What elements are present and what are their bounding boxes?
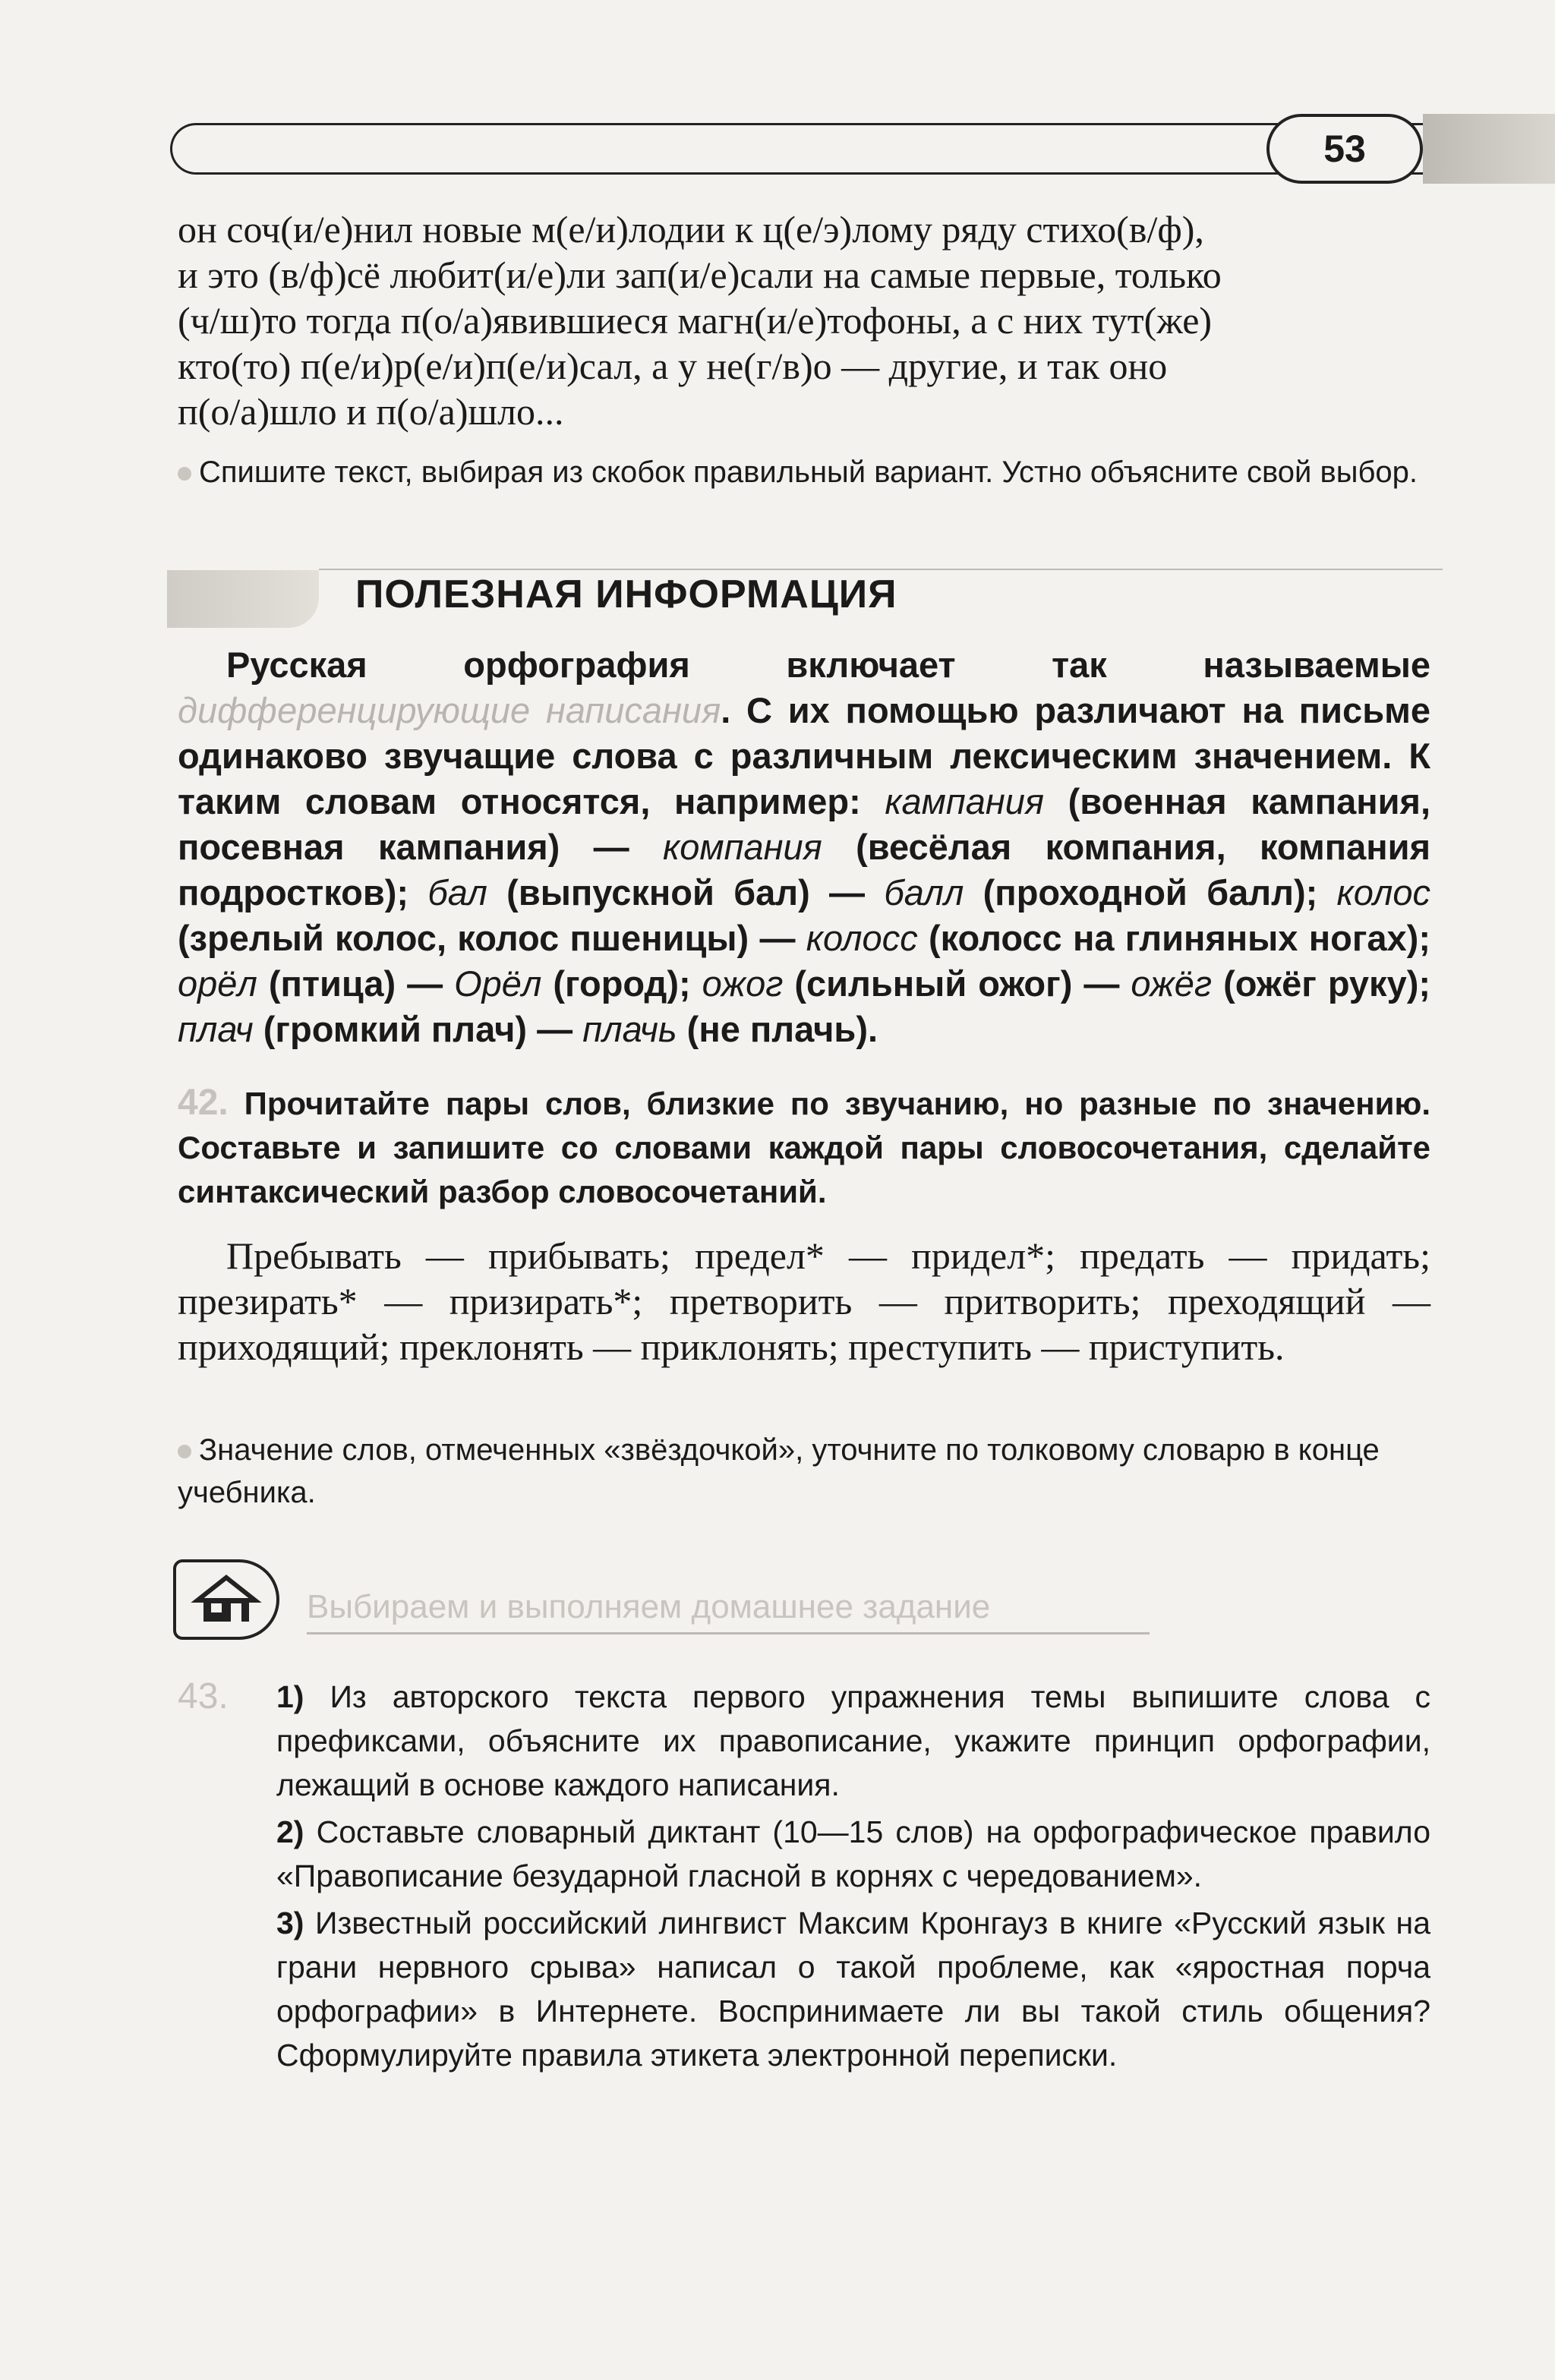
item-text: Известный российский лингвист Максим Кронгауз в книге «Русский язык на грани нервного срыва» написал о такой проблеме, как «яростная порча орфографии» в Интернете. Воспринимаете ли вы такой стиль общения? Сформулируйте правила этикета электронной переписки.: [276, 1906, 1430, 2073]
task-note-text: Спишите текст, выбирая из скобок правильный вариант. Устно объясните свой выбор.: [199, 456, 1418, 489]
exercise-43: [178, 1675, 1430, 2080]
example-gloss: (колосс на глиняных ногах);: [917, 918, 1430, 958]
example-gloss: (не плачь).: [677, 1009, 878, 1049]
exercise-42-words: [178, 1233, 1430, 1370]
header-bar: [170, 123, 1423, 175]
passage-line: (ч/ш)то тогда п(о/а)явившиеся магн(и/е)тофоны, а с них тут(же): [178, 299, 1213, 342]
example-gloss: (военная кампания, посевная кампания) —: [178, 781, 1431, 867]
info-term: дифференцирующие написания: [178, 690, 721, 730]
item-text: Из авторского текста первого упражнения темы выпишите слова с префиксами, объясните их правописание, укажите принцип орфографии, лежащий в основе каждого написания.: [276, 1679, 1430, 1802]
exercise-number: 43.: [178, 1676, 229, 1716]
task-note: [178, 451, 1430, 493]
homework-title: Выбираем и выполняем домашнее задание: [307, 1588, 991, 1625]
info-title: ПОЛЕЗНАЯ ИНФОРМАЦИЯ: [355, 572, 897, 616]
item-label: 3): [276, 1906, 304, 1940]
exercise-number: 42.: [178, 1083, 229, 1123]
example-gloss: (громкий плач) —: [253, 1009, 583, 1049]
example-gloss: (город);: [541, 963, 702, 1004]
example-word: ожёг: [1131, 963, 1213, 1004]
list-item: [276, 1675, 1430, 1807]
exercise-42-note: [178, 1429, 1430, 1514]
example-word: колосс: [806, 918, 918, 958]
info-text-part: . С их помощью различают на письме одинаково звучащие слова с различным лексическим значением. К таким словам относятся, например:: [178, 690, 1430, 821]
exercise-42-task: [178, 1081, 1430, 1214]
example-word: колос: [1336, 872, 1430, 913]
item-text: Составьте словарный диктант (10—15 слов) на орфографическое правило «Правописание безударной гласной в корнях с чередованием».: [276, 1814, 1430, 1893]
divider: [307, 1632, 1150, 1634]
list-item: [276, 1810, 1430, 1898]
example-gloss: (выпускной бал) —: [487, 872, 885, 913]
list-item: [276, 1901, 1430, 2077]
example-gloss: (весёлая компания, компания подростков);: [178, 827, 1430, 913]
info-header-decoration: [167, 570, 319, 628]
house-icon: [173, 1559, 279, 1640]
homework-header: [173, 1556, 1160, 1647]
example-gloss: (зрелый колос, колос пшеницы) —: [178, 918, 806, 958]
example-gloss: (ожёг руку);: [1212, 963, 1431, 1004]
item-label: 1): [276, 1679, 304, 1714]
example-word: бал: [427, 872, 487, 913]
example-word: ожог: [702, 963, 784, 1004]
bullet-icon: [178, 467, 191, 481]
passage-line: он соч(и/е)нил новые м(е/и)лодии к ц(е/э)лому ряду стихо(в/ф),: [178, 208, 1204, 251]
passage-line: п(о/а)шло и п(о/а)шло...: [178, 390, 564, 433]
page-number: 53: [1266, 114, 1423, 184]
divider: [319, 569, 1443, 570]
info-header: [167, 566, 1443, 634]
item-label: 2): [276, 1814, 304, 1849]
homework-items: [276, 1675, 1430, 2077]
word-pairs: Пребывать — прибывать; предел* — придел*; предать — придать; презирать* — призирать*; претворить — притворить; преходящий — приходящий; преклонять — приклонять; преступить — приступить.: [178, 1234, 1430, 1368]
example-gloss: (птица) —: [257, 963, 455, 1004]
example-word: балл: [884, 872, 964, 913]
info-text: [178, 642, 1430, 1052]
example-word: кампания: [885, 781, 1045, 821]
header-shade: [1423, 114, 1555, 184]
example-word: Орёл: [454, 963, 542, 1004]
example-word: компания: [663, 827, 822, 867]
info-text-part: Русская орфография включает так называемые: [226, 645, 1430, 685]
example-gloss: (сильный ожог) —: [783, 963, 1131, 1004]
exercise-task-text: Прочитайте пары слов, близкие по звучанию, но разные по значению. Составьте и запишите со словами каждой пары словосочетания, сделайте синтаксический разбор словосочетаний.: [178, 1086, 1430, 1209]
example-gloss: (проходной балл);: [964, 872, 1337, 913]
exercise-passage: [178, 206, 1430, 434]
example-word: плач: [178, 1009, 254, 1049]
passage-line: и это (в/ф)сё любит(и/е)ли зап(и/е)сали на самые первые, только: [178, 254, 1222, 296]
example-word: плачь: [582, 1009, 677, 1049]
note-text: Значение слов, отмеченных «звёздочкой», уточните по толковому словарю в конце учебника.: [178, 1433, 1380, 1509]
example-word: орёл: [178, 963, 257, 1004]
bullet-icon: [178, 1445, 191, 1458]
passage-line: кто(то) п(е/и)р(е/и)п(е/и)сал, а у не(г/в)о — другие, и так оно: [178, 345, 1168, 387]
